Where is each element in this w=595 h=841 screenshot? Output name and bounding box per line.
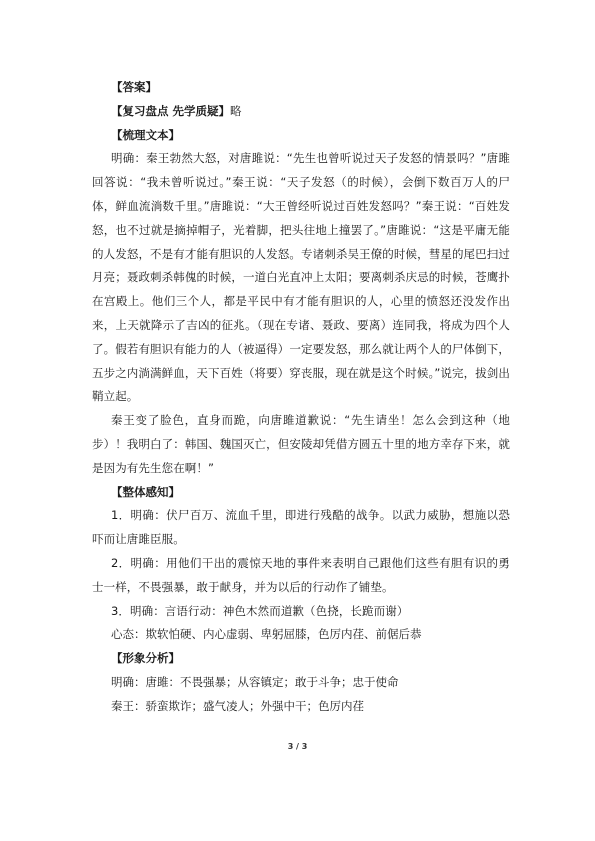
page-number: 3 / 3	[287, 742, 308, 751]
overall-item-2: 2．明确：用他们干出的震惊天地的事件来表明自己跟他们这些有胆有识的勇士一样，不畏强暴，敢于献身，并为以后的行动作了铺垫。	[92, 555, 510, 594]
overall-heading: 【整体感知】	[111, 484, 180, 499]
image-analysis-heading: 【形象分析】	[111, 651, 180, 666]
image-analysis-qinwang: 秦王：骄蛮欺诈；盛气凌人；外强中干；色厉内荏	[111, 698, 364, 713]
image-analysis-tangju: 明确：唐雎：不畏强暴；从容镇定；敢于斗争；忠于使命	[111, 674, 399, 689]
overall-item-1: 1．明确：伏尸百万、流血千里，即进行残酷的战争。以武力威胁，想施以恐吓而让唐雎臣服。	[92, 508, 510, 547]
overall-item-3-mind: 心态：欺软怕硬、内心虚弱、卑躬屈膝，色厉内荏、前倨后恭	[111, 627, 422, 642]
document-body	[92, 76, 510, 719]
sort-text-paragraph-1: 明确：秦王勃然大怒，对唐雎说：“先生也曾听说过天子发怒的情景吗？”唐雎回答说：“我未曾听说过。”秦王说：“天子发怒（的时候），会倒下数百万人的尸体，鲜血流淌数千里。”唐雎说：“大王曾经听说过百姓发怒吗？”秦王说：“百姓发怒，也不过就是摘掉帽子，光着脚，把头往地上撞罢了。”唐雎说：“这是平庸无能的人发怒，不是有才能有胆识的人发怒。专诸刺杀吴王僚的时候，彗星的尾巴扫过月亮；聂政刺杀韩傀的时候，一道白光直冲上太阳；要离刺杀庆忌的时候，苍鹰扑在宫殿上。他们三个人，都是平民中有才能有胆识的人，心里的愤怒还没发作出来，上天就降示了吉凶的征兆。（现在专诸、聂政、要离）连同我，将成为四个人了。假若有胆识有能力的人（被逼得）一定要发怒，那么就让两个人的尸体倒下，五步之内淌满鲜血，天下百姓（将要）穿丧服，现在就是这个时候。”说完，拔剑出鞘立起。	[92, 151, 510, 404]
review-text: 略	[230, 103, 242, 118]
sort-text-paragraph-2: 秦王变了脸色，直身而跪，向唐雎道歉说：“先生请坐！怎么会到这种（地步）！我明白了：韩国、魏国灭亡，但安陵却凭借方圆五十里的地方幸存下来，就是因为有先生您在啊！”	[92, 413, 510, 475]
overall-item-3: 3．明确：言语行动：神色木然而道歉（色挠，长跪而谢）	[111, 603, 409, 618]
answer-heading: 【答案】	[111, 80, 157, 94]
sort-text-heading: 【梳理文本】	[111, 127, 180, 142]
review-heading-line	[92, 100, 510, 124]
review-heading: 【复习盘点 先学质疑】	[111, 103, 231, 118]
